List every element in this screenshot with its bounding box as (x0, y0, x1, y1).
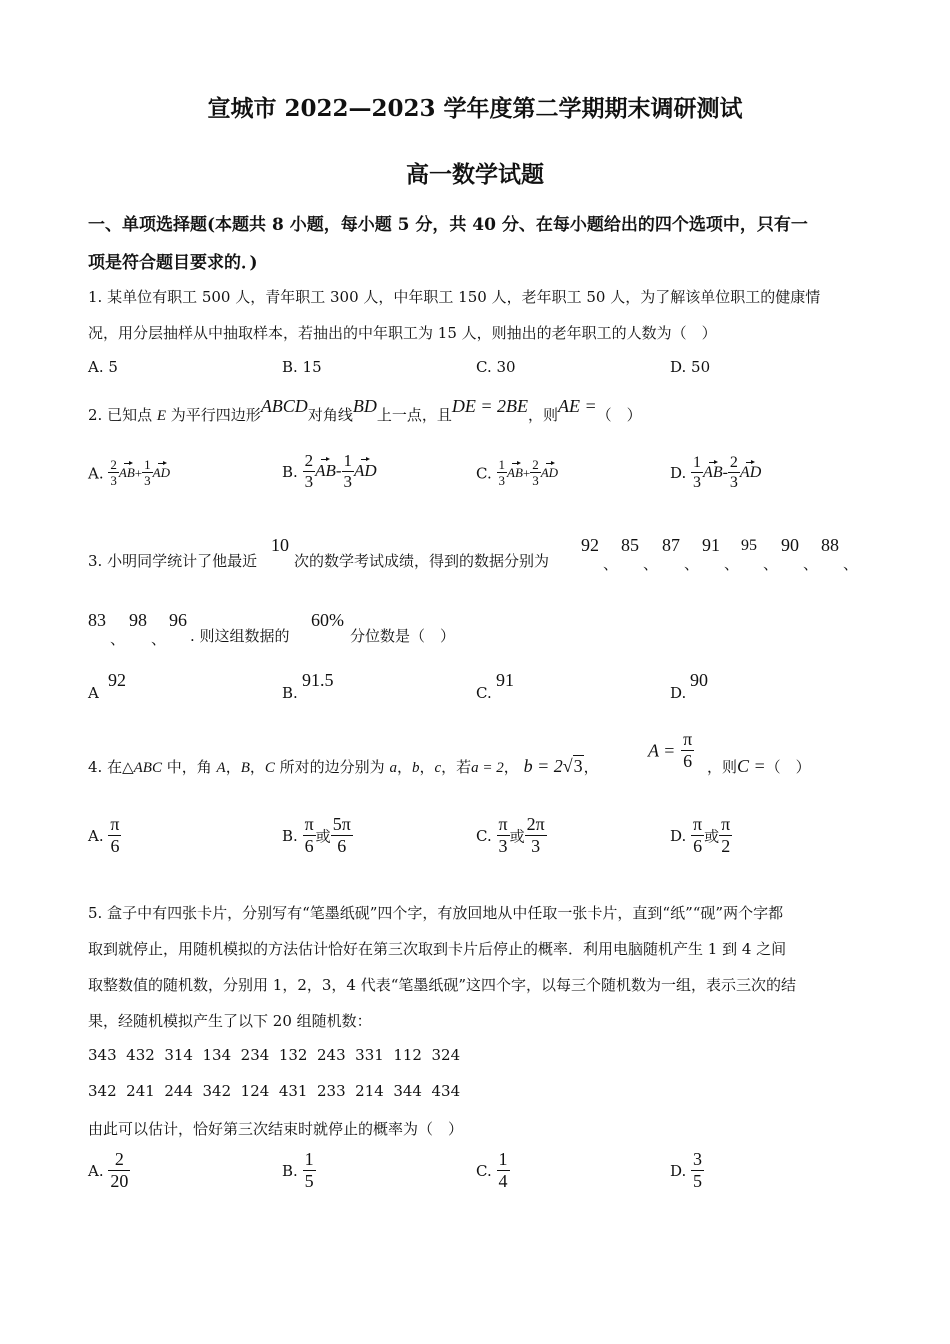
q4-option-b: B. $\frac{\pi}{6}$ 或 $\frac{5\pi}{6}$ (282, 814, 351, 856)
exam-page: 宣城市 2022—2023 学年度第二学期期末调研测试 高一数学试题 一、单项选择题(本题共 8 小题，每小题 5 分，共 40 分、在每小题给出的四个选项中，只有一 项是符合题目要求的．) 1. 某单位有职工 500 人，青年职工 300 人，中年职工 150 人，老年职工 50 人，为了解该单位职工的健康情 况，用分层抽样从中抽取样本，若抽出的中年职工为 15 人，则抽出的老年职工的人数为（ ） A. 5 B. 15 C. 30 D. 50 2. 已知点 E 为平行四边形ABCD对角线BD上一点，且DE = 2BE，则AE =（ ） A. $\frac{2}{3}$ AB+ $\frac{1}{3}$ AD B. $\frac{2}{3}$ AB- $\frac{1}{3}$ AD C. $\frac{1}{3}$ AB+ $\frac{2}{3}$ AD D. $\frac{1}{3}$ AB- $\frac{2}{3}$ AD 3. 小明同学统计了他最近 10 次的数学考试成绩，得到的数据分别为 92 、 85 、 87 、 91 、 95 、 90 、 88 、 83 、 98 、 96 . 则这组数据的 60% 分位数是（ ） A 92 B. 91.5 C. 91 D. 90 4. 在△ABC 中，角 A，B，C 所对的边分别为 a，b，c，若a = 2， b = 2√3， A = $\frac{\pi}{6}$ ，则C =（ ） A. $\frac{\pi}{6}$ B. $\frac{\pi}{6}$ 或 $\frac{5\pi}{6}$ C. $\frac{\pi}{3}$ 或 $\frac{2\pi}{3}$ D. $\frac{\pi}{6}$ 或 $\frac{\pi}{2}$ 5. 盒子中有四张卡片，分别写有“笔墨纸砚”四个字，有放回地从中任取一张卡片，直到“纸”“砚”两个字都 取到就停止，用随机模拟的方法估计恰好在第三次取到卡片后停止的概率．利用电脑随机产生 1 到 4 之间 取整数值的随机数，分别用 1，2，3，4 代表“笔墨纸砚”这四个字，以每三个随机数为一组，表示三次的结 果，经随机模拟产生了以下 20 组随机数： 343 432 314 134 234 132 243 331 112 324 342 241 244 342 124 431 233 214 344 434 由此可以估计，恰好第三次结束时就停止的概率为（ ） A. $\frac{2}{20}$ B. $\frac{1}{5}$ C. $\frac{1}{4}$ D. $\frac{3}{5}$ (0, 0, 950, 1344)
q4-angle-a: A = $\frac{\pi}{6}$ (648, 729, 693, 771)
q5-text-line4: 果，经随机模拟产生了以下 20 组随机数： (88, 1012, 372, 1030)
q3-value: 88 (821, 535, 839, 555)
q4-stem: 4. 在△ABC 中，角 A，B，C 所对的边分别为 a，b，c，若a = 2， b = 2√3， (88, 756, 599, 776)
q1-option-b: B. 15 (282, 358, 322, 376)
q3-stem-suffix: 分位数是（ ） (350, 627, 456, 645)
q5-text-line5: 由此可以估计，恰好第三次结束时就停止的概率为（ ） (88, 1120, 464, 1138)
q4-option-c: C. $\frac{\pi}{3}$ 或 $\frac{2\pi}{3}$ (476, 814, 545, 856)
q2-option-d: D. $\frac{1}{3}$ AB- $\frac{2}{3}$ AD (670, 454, 762, 491)
q3-option-c: 91 (496, 670, 514, 690)
q2-option-a: A. $\frac{2}{3}$ AB+ $\frac{1}{3}$ AD (88, 457, 170, 489)
q3-value: 90 (781, 535, 799, 555)
q3-value: 98 (129, 610, 147, 630)
q2-option-b: B. $\frac{2}{3}$ AB- $\frac{1}{3}$ AD (282, 451, 377, 491)
q5-text-line3: 取整数值的随机数，分别用 1，2，3，4 代表“笔墨纸砚”这四个字，以每三个随机数为一组，表示三次的结 (88, 976, 797, 994)
q2-stem: 2. 已知点 E 为平行四边形ABCD对角线BD上一点，且DE = 2BE，则AE =（ ） (88, 396, 642, 424)
q5-text-line1: 5. 盒子中有四张卡片，分别写有“笔墨纸砚”四个字，有放回地从中任取一张卡片，直到“纸”“砚”两个字都 (88, 904, 784, 922)
q3-value: 87 (662, 535, 680, 555)
section-heading-line2: 项是符合题目要求的．) (88, 253, 258, 273)
q4-option-a: A. $\frac{\pi}{6}$ (88, 814, 120, 856)
q3-value: 91 (702, 535, 720, 555)
q3-value: 96 (169, 610, 187, 630)
q3-percent: 60% (311, 610, 344, 630)
q5-option-c: C. $\frac{1}{4}$ (476, 1149, 508, 1191)
q5-random-row1: 343 432 314 134 234 132 243 331 112 324 (88, 1046, 461, 1064)
q3-option-b: 91.5 (302, 670, 334, 690)
q5-text-line2: 取到就停止，用随机模拟的方法估计恰好在第三次取到卡片后停止的概率．利用电脑随机产生 1 到 4 之间 (88, 940, 787, 958)
section-heading-line1: 一、单项选择题(本题共 8 小题，每小题 5 分，共 40 分、在每小题给出的四个选项中，只有一 (88, 215, 808, 235)
q1-text-line1: 1. 某单位有职工 500 人，青年职工 300 人，中年职工 150 人，老年职工 50 人，为了解该单位职工的健康情 (88, 288, 821, 306)
q3-option-a: 92 (108, 670, 126, 690)
q2-option-c: C. $\frac{1}{3}$ AB+ $\frac{2}{3}$ AD (476, 457, 559, 489)
q5-option-d: D. $\frac{3}{5}$ (670, 1149, 703, 1191)
q3-option-d: 90 (690, 670, 708, 690)
q4-stem-end: ，则C =（ ） (707, 756, 811, 776)
q4-option-d: D. $\frac{\pi}{6}$ 或 $\frac{\pi}{2}$ (670, 814, 731, 856)
q3-stem-prefix: 3. 小明同学统计了他最近 (88, 552, 258, 570)
q3-stem-end: . 则这组数据的 (190, 627, 290, 645)
q3-value: 85 (621, 535, 639, 555)
q1-option-c: C. 30 (476, 358, 516, 376)
exam-title: 宣城市 2022—2023 学年度第二学期期末调研测试 (207, 95, 743, 122)
q1-text-line2: 况，用分层抽样从中抽取样本，若抽出的中年职工为 15 人，则抽出的老年职工的人数为（ ） (88, 324, 717, 342)
q1-option-a: A. 5 (88, 358, 118, 376)
q3-value: 83 (88, 610, 106, 630)
q5-random-row2: 342 241 244 342 124 431 233 214 344 434 (88, 1082, 461, 1100)
q1-option-d: D. 50 (670, 358, 711, 376)
q3-value: 92 (581, 535, 599, 555)
q3-value: 95 (741, 537, 757, 554)
q5-option-b: B. $\frac{1}{5}$ (282, 1149, 314, 1191)
exam-subtitle: 高一数学试题 (406, 161, 544, 188)
q3-count: 10 (271, 535, 289, 555)
q3-stem-mid: 次的数学考试成绩，得到的数据分别为 (294, 552, 550, 570)
q5-option-a: A. $\frac{2}{20}$ (88, 1149, 129, 1191)
